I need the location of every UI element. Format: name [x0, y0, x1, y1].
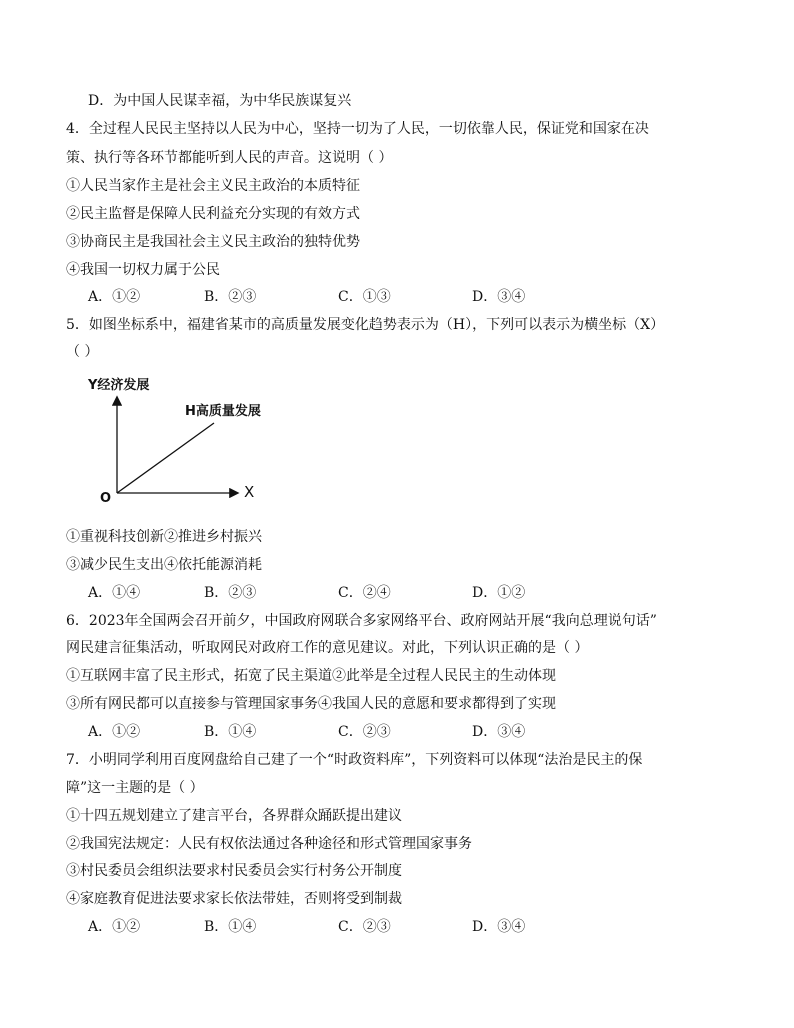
- q4-statement-4: ④我国一切权力属于公民: [66, 262, 220, 278]
- q4-stem-line2: 策、执行等各环节都能听到人民的声音。这说明（ ）: [66, 150, 393, 166]
- q4-statement-2: ②民主监督是保障人民利益充分实现的有效方式: [66, 206, 360, 222]
- q5-option-a: A．①④: [88, 585, 141, 601]
- origin-label: O: [100, 491, 112, 506]
- q6-stem-line1: 6．2023年全国两会召开前夕，中国政府网联合多家网络平台、政府网站开展“我向总理说句话”: [66, 613, 657, 629]
- q4-option-a: A．①②: [88, 289, 141, 305]
- q7-option-c: C．②③: [338, 919, 391, 935]
- q4-option-b: B．②③: [204, 289, 257, 305]
- q4-option-c: C．①③: [338, 289, 391, 305]
- q4-statement-1: ①人民当家作主是社会主义民主政治的本质特征: [66, 178, 360, 194]
- q4-option-d: D．③④: [472, 289, 526, 305]
- q7-statement-2: ②我国宪法规定：人民有权依法通过各种途径和形式管理国家事务: [66, 836, 472, 852]
- q6-option-c: C．②③: [338, 724, 391, 740]
- q7-statement-4: ④家庭教育促进法要求家长依法带娃，否则将受到制裁: [66, 891, 402, 907]
- q4-statement-3: ③协商民主是我国社会主义民主政治的独特优势: [66, 234, 360, 250]
- q6-statements-3-4: ③所有网民都可以直接参与管理国家事务④我国人民的意愿和要求都得到了实现: [66, 696, 556, 712]
- q5-option-d: D．①②: [472, 585, 526, 601]
- h-trend-line: [117, 423, 214, 493]
- q5-option-b: B．②③: [204, 585, 257, 601]
- q7-statement-1: ①十四五规划建立了建言平台，各界群众踊跃提出建议: [66, 808, 402, 824]
- y-axis-label: Y经济发展: [88, 378, 150, 393]
- q5-option-c: C．②④: [338, 585, 391, 601]
- q5-coordinate-graph: [82, 372, 282, 517]
- q5-statements-1-2: ①重视科技创新②推进乡村振兴: [66, 529, 262, 545]
- q5-statements-3-4: ③减少民生支出④依托能源消耗: [66, 557, 262, 573]
- q4-stem-line1: 4．全过程人民民主坚持以人民为中心，坚持一切为了人民，一切依靠人民，保证党和国家在决: [66, 121, 649, 137]
- q6-option-a: A．①②: [88, 724, 141, 740]
- q5-stem-line1: 5．如图坐标系中，福建省某市的高质量发展变化趋势表示为（H），下列可以表示为横坐标（X）: [66, 317, 665, 333]
- q3-option-d: D．为中国人民谋幸福，为中华民族谋复兴: [88, 93, 352, 109]
- h-line-label: H高质量发展: [185, 404, 261, 419]
- q7-statement-3: ③村民委员会组织法要求村民委员会实行村务公开制度: [66, 863, 402, 879]
- q7-option-a: A．①②: [88, 919, 141, 935]
- q7-option-b: B．①④: [204, 919, 257, 935]
- q7-stem-line1: 7．小明同学利用百度网盘给自己建了一个“时政资料库”，下列资料可以体现“法治是民主的保: [66, 752, 643, 768]
- q6-stem-line2: 网民建言征集活动，听取网民对政府工作的意见建议。对此，下列认识正确的是（ ）: [66, 640, 589, 656]
- q7-stem-line2: 障”这一主题的是（ ）: [66, 780, 204, 796]
- q6-option-d: D．③④: [472, 724, 526, 740]
- x-axis-label: X: [244, 483, 255, 501]
- q6-statements-1-2: ①互联网丰富了民主形式，拓宽了民主渠道②此举是全过程人民民主的生动体现: [66, 668, 556, 684]
- q7-option-d: D．③④: [472, 919, 526, 935]
- q6-option-b: B．①④: [204, 724, 257, 740]
- q5-stem-line2: （ ）: [66, 344, 99, 360]
